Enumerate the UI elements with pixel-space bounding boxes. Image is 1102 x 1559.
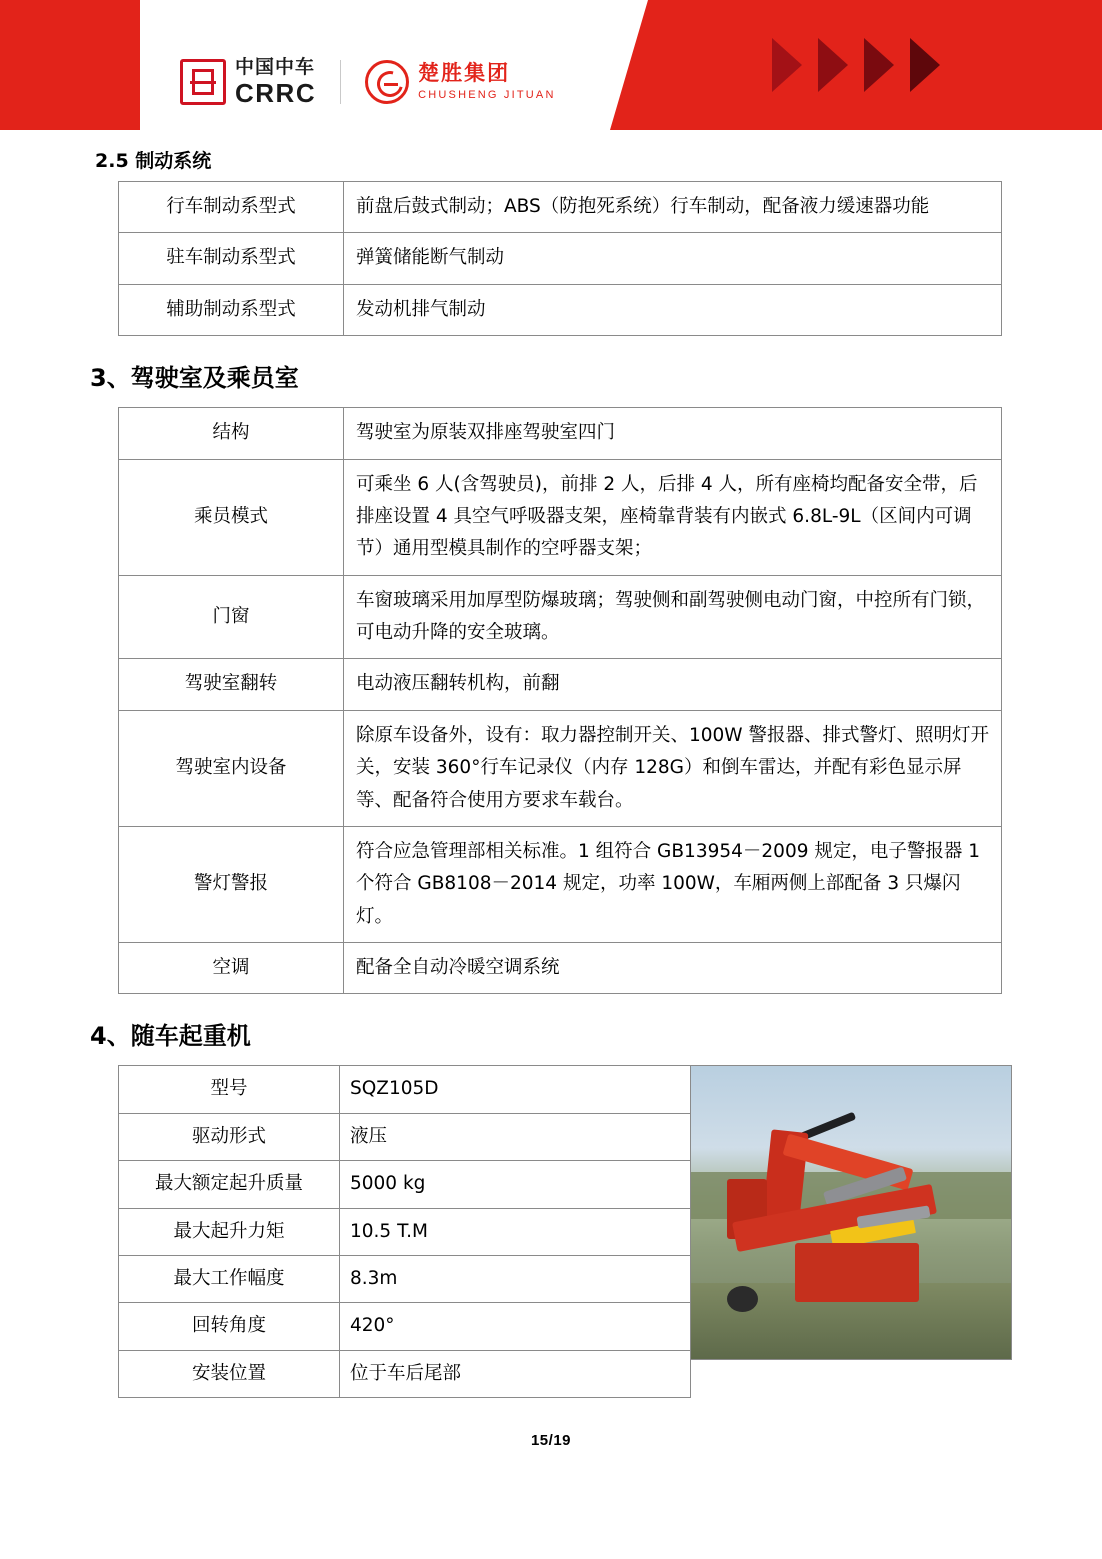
row-label: 乘员模式 (119, 459, 344, 575)
table-row (119, 1066, 691, 1113)
row-value: 液压 (340, 1113, 691, 1160)
page-number: 15/19 (530, 1432, 572, 1449)
table-row (119, 575, 1002, 659)
page-header-band (0, 0, 1102, 130)
logo-divider (340, 60, 341, 104)
table-row (119, 1113, 691, 1160)
table-row (119, 284, 1002, 335)
table-row (119, 1208, 691, 1255)
crrc-logo-en: CRRC (235, 78, 317, 108)
table-row (119, 710, 1002, 826)
row-label: 空调 (119, 943, 344, 994)
row-value: 弹簧储能断气制动 (344, 233, 1002, 284)
row-value: 可乘坐 6 人(含驾驶员)，前排 2 人，后排 4 人，所有座椅均配备安全带，后排座设置 4 具空气呼吸器支架，座椅靠背装有内嵌式 6.8L-9L（区间内可调节）通用型模具制作的空呼器支架； (344, 459, 1002, 575)
chevron-icon (772, 38, 802, 92)
row-label: 型号 (119, 1066, 340, 1113)
crane-spec-table (118, 1065, 691, 1398)
crane-section (118, 1065, 1012, 1398)
row-label: 驾驶室内设备 (119, 710, 344, 826)
table-row (119, 233, 1002, 284)
row-label: 驻车制动系型式 (119, 233, 344, 284)
table-row (119, 1255, 691, 1302)
table-row (119, 1350, 691, 1397)
row-value: 配备全自动冷暖空调系统 (344, 943, 1002, 994)
crrc-logo-text (235, 58, 316, 106)
row-value: 除原车设备外，设有：取力器控制开关、100W 警报器、排式警灯、照明灯开关，安装 360°行车记录仪（内存 128G）和倒车雷达，并配有彩色显示屏等、配备符合使用方要求车载台。 (344, 710, 1002, 826)
photo-crane-body (710, 1119, 992, 1318)
photo-base (795, 1243, 919, 1303)
row-value: 发动机排气制动 (344, 284, 1002, 335)
crane-photo (691, 1065, 1012, 1360)
chusheng-emblem-icon (365, 60, 409, 104)
row-value: 位于车后尾部 (340, 1350, 691, 1397)
row-value: 电动液压翻转机构，前翻 (344, 659, 1002, 710)
chevron-icon (910, 38, 940, 92)
row-value: 420° (340, 1303, 691, 1350)
section-heading-cab: 3、驾驶室及乘员室 (90, 364, 299, 393)
chusheng-logo (365, 60, 556, 104)
chusheng-logo-text (418, 63, 556, 101)
chevron-icon (818, 38, 848, 92)
row-label: 最大起升力矩 (119, 1208, 340, 1255)
row-value: 车窗玻璃采用加厚型防爆玻璃；驾驶侧和副驾驶侧电动门窗，中控所有门锁，可电动升降的安全玻璃。 (344, 575, 1002, 659)
table-row (119, 408, 1002, 459)
table-row (119, 459, 1002, 575)
cab-spec-table (118, 407, 1002, 994)
row-value: 10.5 T.M (340, 1208, 691, 1255)
table-row (119, 943, 1002, 994)
header-logos (180, 58, 556, 106)
section-heading-crane: 4、随车起重机 (90, 1022, 251, 1051)
row-label: 警灯警报 (119, 826, 344, 942)
chevron-icon (864, 38, 894, 92)
row-value: 5000 kg (340, 1161, 691, 1208)
row-value: 8.3m (340, 1255, 691, 1302)
crrc-logo (180, 58, 316, 106)
document-page (0, 146, 1102, 1449)
section-heading-brake: 2.5 制动系统 (95, 150, 212, 172)
row-label: 回转角度 (119, 1303, 340, 1350)
chusheng-logo-cn: 楚胜集团 (418, 61, 511, 85)
row-label: 门窗 (119, 575, 344, 659)
table-row (119, 659, 1002, 710)
table-row (119, 1161, 691, 1208)
row-label: 驾驶室翻转 (119, 659, 344, 710)
row-label: 最大额定起升质量 (119, 1161, 340, 1208)
row-label: 驱动形式 (119, 1113, 340, 1160)
row-value: 前盘后鼓式制动；ABS（防抱死系统）行车制动，配备液力缓速器功能 (344, 182, 1002, 233)
crrc-logo-cn: 中国中车 (235, 56, 316, 78)
photo-wheel (727, 1286, 758, 1312)
chusheng-logo-en: CHUSHENG JITUAN (418, 89, 556, 101)
brake-spec-table (118, 181, 1002, 336)
row-value: 符合应急管理部相关标准。1 组符合 GB13954－2009 规定，电子警报器 1 个符合 GB8108－2014 规定，功率 100W，车厢两侧上部配备 3 只爆闪灯。 (344, 826, 1002, 942)
header-chevron-decoration (772, 38, 1012, 92)
row-label: 结构 (119, 408, 344, 459)
table-row (119, 1303, 691, 1350)
table-row (119, 826, 1002, 942)
row-value: 驾驶室为原装双排座驾驶室四门 (344, 408, 1002, 459)
table-row (119, 182, 1002, 233)
row-label: 辅助制动系型式 (119, 284, 344, 335)
row-label: 最大工作幅度 (119, 1255, 340, 1302)
crrc-emblem-icon (180, 59, 226, 105)
row-label: 安装位置 (119, 1350, 340, 1397)
row-value: SQZ105D (340, 1066, 691, 1113)
row-label: 行车制动系型式 (119, 182, 344, 233)
